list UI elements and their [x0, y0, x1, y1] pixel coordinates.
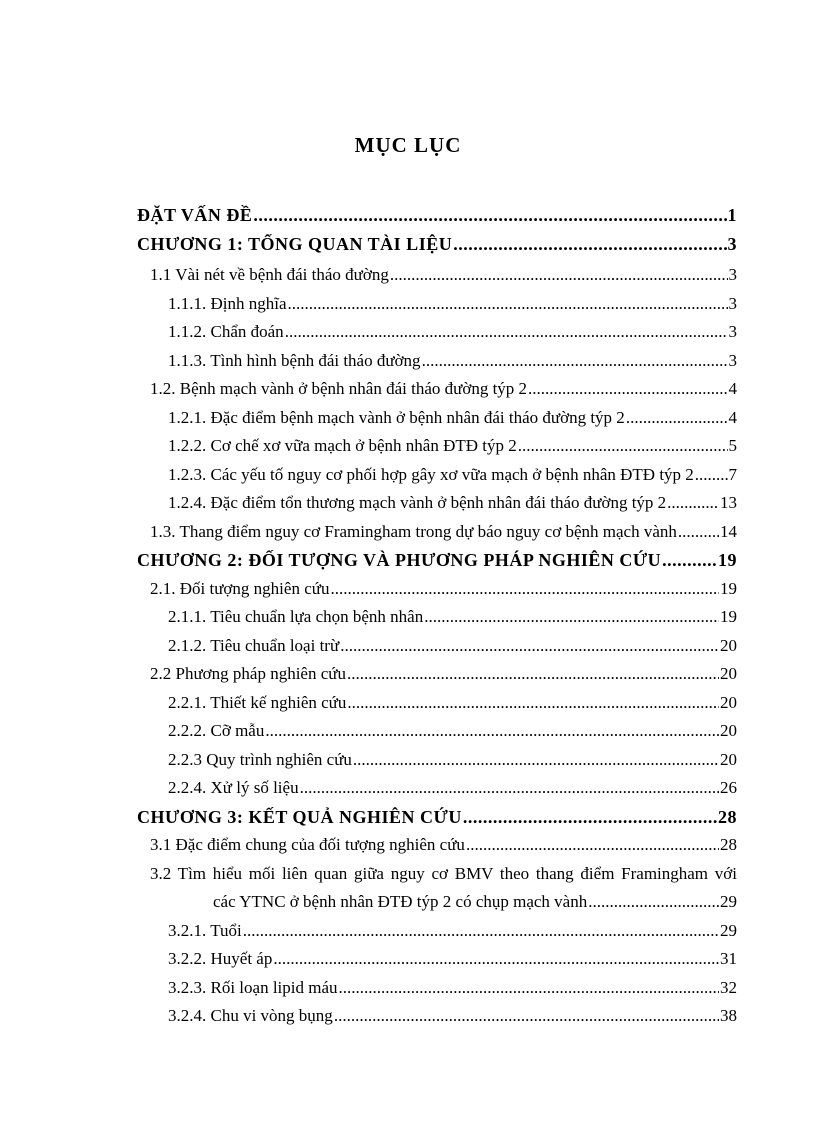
toc-entry-page: 38: [720, 1006, 737, 1025]
toc-entry-page: 19: [718, 550, 737, 570]
page-title: MỤC LỤC: [354, 133, 462, 157]
toc-entry-label: 1.2.4. Đặc điểm tổn thương mạch vành ở bệnh nhân đái tháo đường týp 2: [168, 493, 667, 512]
leader-dots: [424, 607, 719, 627]
toc-entry-page: 1: [727, 205, 737, 225]
toc-entry: [168, 493, 737, 513]
toc-entry-label: 2.2 Phương pháp nghiên cứu: [150, 664, 346, 683]
toc-entry-label: 3.1 Đặc điểm chung của đối tượng nghiên cứu: [150, 835, 465, 854]
toc-entry-page: 20: [720, 721, 737, 740]
toc-entry-page: 29: [720, 921, 737, 940]
toc-entry-page: 20: [720, 693, 737, 712]
toc-entry-label: 1.1.2. Chẩn đoán: [168, 322, 284, 341]
toc-entry-label: 2.1. Đối tượng nghiên cứu: [150, 579, 330, 598]
toc-entry-page: 19: [720, 607, 737, 626]
toc-entry-page: 4: [728, 408, 737, 427]
toc-entry-label: 1.2. Bệnh mạch vành ở bệnh nhân đái tháo đường týp 2: [150, 379, 528, 398]
toc-entry: [168, 778, 737, 798]
leader-dots: [243, 921, 719, 941]
leader-dots: [353, 750, 719, 770]
toc-entry-page: 31: [720, 949, 737, 968]
toc-entry-label: 3.2.2. Huyết áp: [168, 949, 273, 968]
toc-entry-page: 20: [720, 636, 737, 655]
toc-entry-label: CHƯƠNG 2: ĐỐI TƯỢNG VÀ PHƯƠNG PHÁP NGHIÊN CỨU: [137, 550, 662, 570]
toc-entry-page: 14: [720, 522, 737, 541]
toc-entry: [168, 607, 737, 627]
toc-entry-page: 13: [720, 493, 737, 512]
toc-entry: [150, 835, 737, 855]
toc-entry-page: 29: [720, 892, 737, 911]
toc-entry-label: 2.2.4. Xử lý số liệu: [168, 778, 299, 797]
toc-entry: [150, 664, 737, 684]
leader-dots: [528, 379, 727, 399]
toc-entry-page: 3: [728, 351, 737, 370]
toc-entry-page: 3: [728, 322, 737, 341]
toc-entry-page: 3: [728, 265, 737, 284]
leader-dots: [667, 493, 719, 513]
leader-dots: [300, 778, 719, 798]
toc-entry: [168, 636, 737, 656]
toc-entry-label: 2.1.2. Tiêu chuẩn loại trừ: [168, 636, 340, 655]
toc-entry: [150, 864, 737, 884]
leader-dots: [453, 234, 726, 255]
toc-entry-page: 5: [728, 436, 737, 455]
leader-dots: [678, 522, 719, 542]
leader-dots: [330, 579, 719, 599]
toc-entry-page: 3: [728, 294, 737, 313]
toc-entry: [168, 436, 737, 456]
toc-entry-label: 1.2.3. Các yếu tố nguy cơ phối hợp gây xơ vữa mạch ở bệnh nhân ĐTĐ týp 2: [168, 465, 694, 484]
leader-dots: [422, 351, 728, 371]
toc-entry: [168, 949, 737, 969]
toc-entry-label: CHƯƠNG 3: KẾT QUẢ NGHIÊN CỨU: [137, 807, 462, 827]
leader-dots: [273, 949, 719, 969]
leader-dots: [588, 892, 719, 912]
toc-entry-label: 3.2 Tìm hiểu mối liên quan giữa nguy cơ BMV theo thang điểm Framingham với: [150, 864, 737, 883]
toc-entry-page: 28: [720, 835, 737, 854]
toc-entry: [150, 579, 737, 599]
toc-entry-page: 20: [720, 750, 737, 769]
toc-entry-page: 3: [727, 234, 737, 254]
leader-dots: [463, 807, 717, 828]
leader-dots: [662, 550, 717, 571]
toc-entry: [168, 465, 737, 485]
toc-entry-page: 26: [720, 778, 737, 797]
toc-entry-label: 2.2.1. Thiết kế nghiên cứu: [168, 693, 347, 712]
toc-entry-page: 32: [720, 978, 737, 997]
toc-entry: [150, 379, 737, 399]
toc-entry: [168, 921, 737, 941]
toc-entry: [168, 693, 737, 713]
toc-entry: [168, 750, 737, 770]
leader-dots: [265, 721, 719, 741]
leader-dots: [285, 322, 728, 342]
toc-entry: [150, 522, 737, 542]
toc-entry: [168, 351, 737, 371]
toc-entry-label: 1.1.1. Định nghĩa: [168, 294, 287, 313]
leader-dots: [347, 664, 719, 684]
toc-entry-label: 1.2.1. Đặc điểm bệnh mạch vành ở bệnh nhân đái tháo đường týp 2: [168, 408, 625, 427]
leader-dots: [695, 465, 728, 485]
toc-entry-page: 28: [718, 807, 737, 827]
toc-entry-label: CHƯƠNG 1: TỔNG QUAN TÀI LIỆU: [137, 234, 453, 254]
toc-entry-page: 7: [728, 465, 737, 484]
toc-entry: [168, 978, 737, 998]
toc-entry: [137, 234, 737, 255]
leader-dots: [334, 1006, 719, 1026]
leader-dots: [340, 636, 719, 656]
toc-entry-label: 1.2.2. Cơ chế xơ vữa mạch ở bệnh nhân ĐTĐ týp 2: [168, 436, 517, 455]
toc-entry-label: 1.1.3. Tình hình bệnh đái tháo đường: [168, 351, 421, 370]
toc-entry: [150, 265, 737, 285]
toc-entry-label: ĐẶT VẤN ĐỀ: [137, 205, 253, 225]
toc-entry-label: 2.1.1. Tiêu chuẩn lựa chọn bệnh nhân: [168, 607, 424, 626]
toc-entry: [168, 294, 737, 314]
toc-entry-page: 4: [728, 379, 737, 398]
leader-dots: [253, 205, 726, 226]
leader-dots: [339, 978, 719, 998]
toc-entry-continuation: [213, 892, 737, 912]
leader-dots: [390, 265, 728, 285]
toc-entry: [168, 322, 737, 342]
toc-entry-label: các YTNC ở bệnh nhân ĐTĐ týp 2 có chụp mạch vành: [213, 892, 588, 911]
leader-dots: [518, 436, 728, 456]
toc-entry-label: 3.2.1. Tuổi: [168, 921, 242, 940]
toc-entry: [137, 807, 737, 828]
leader-dots: [288, 294, 728, 314]
toc-entry-label: 2.2.2. Cỡ mẫu: [168, 721, 265, 740]
toc-entry: [168, 408, 737, 428]
leader-dots: [347, 693, 719, 713]
toc-entry-label: 1.1 Vài nét về bệnh đái tháo đường: [150, 265, 389, 284]
toc-entry: [168, 1006, 737, 1026]
leader-dots: [626, 408, 728, 428]
toc-entry: [137, 205, 737, 226]
toc-entry-label: 3.2.4. Chu vi vòng bụng: [168, 1006, 333, 1025]
toc-entry: [137, 550, 737, 571]
toc-entry-label: 2.2.3 Quy trình nghiên cứu: [168, 750, 352, 769]
toc-entry-label: 1.3. Thang điểm nguy cơ Framingham trong dự báo nguy cơ bệnh mạch vành: [150, 522, 677, 541]
toc-entry-label: 3.2.3. Rối loạn lipid máu: [168, 978, 338, 997]
toc-entry-page: 19: [720, 579, 737, 598]
leader-dots: [466, 835, 719, 855]
toc-entry-page: 20: [720, 664, 737, 683]
toc-entry: [168, 721, 737, 741]
